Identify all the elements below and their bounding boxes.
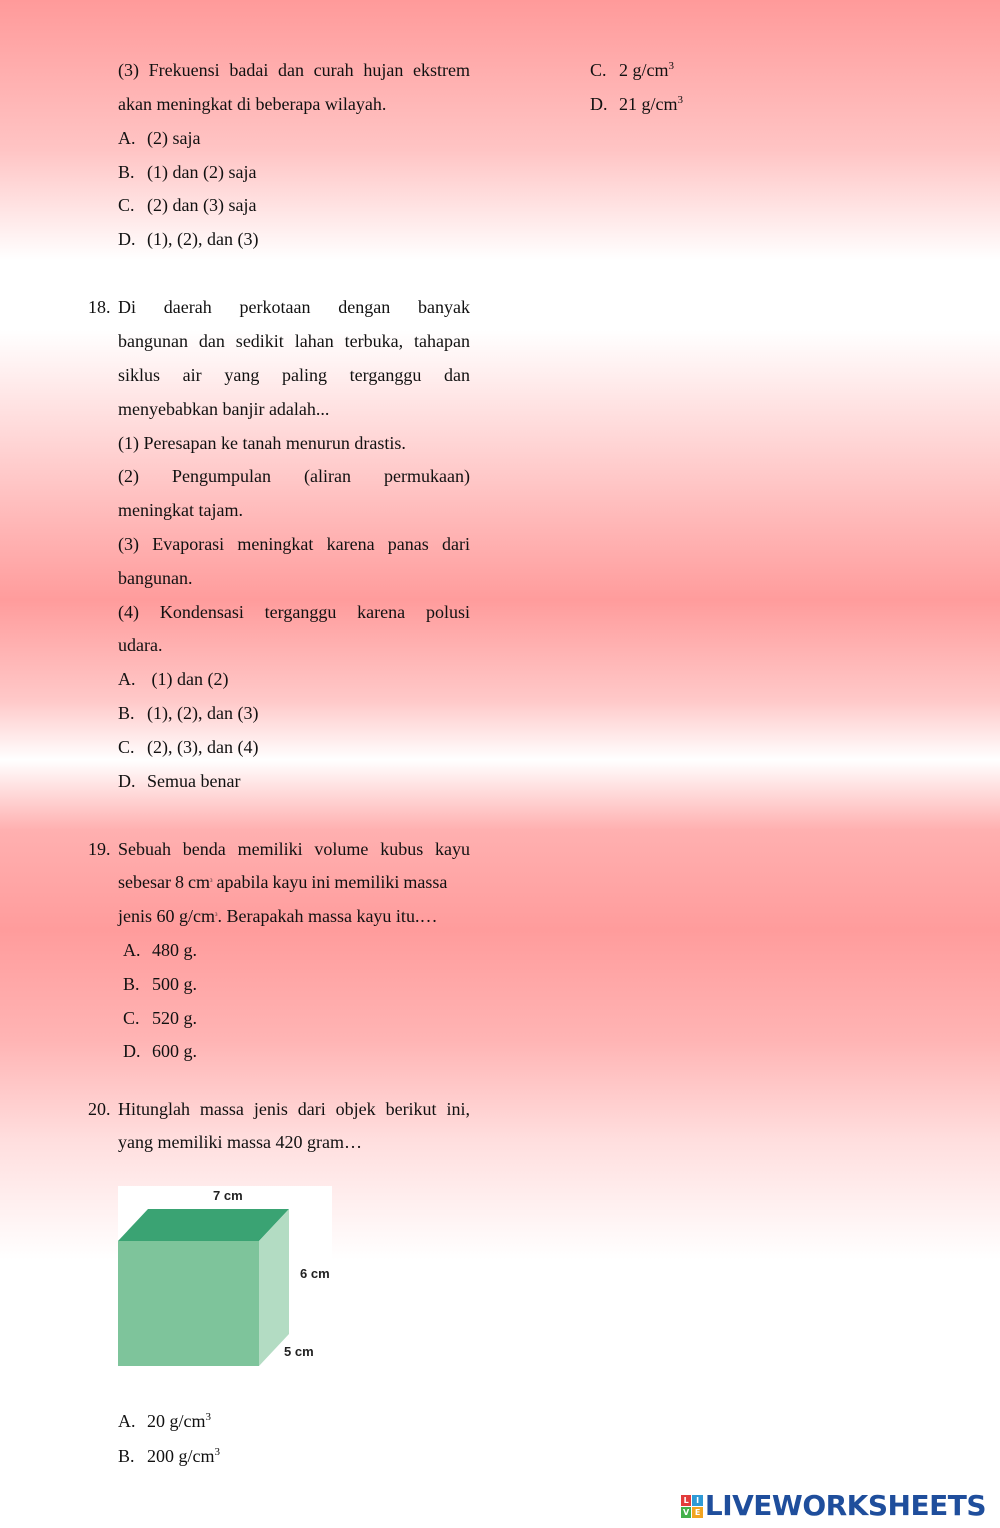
right-option-c[interactable]: C. 2 $g/cm^3$ bbox=[590, 60, 674, 80]
q17-option-c[interactable]: C. (2) dan (3) saja bbox=[118, 195, 257, 215]
liveworksheets-icon: L I V E bbox=[681, 1495, 703, 1517]
q19-option-d[interactable]: D. 600 g. bbox=[123, 1041, 197, 1061]
q18-statement: udara. bbox=[118, 635, 163, 655]
q18-option-d[interactable]: D. Semua benar bbox=[118, 771, 241, 791]
q19-stem-line: sebesar 8 $cm^3$ apabila kayu ini memiliki massa bbox=[118, 872, 448, 892]
right-option-d[interactable]: D. 21 $g/cm^3$ bbox=[590, 94, 683, 114]
q19-stem-line: Sebuah benda memiliki volume kubus kayu bbox=[118, 839, 470, 859]
q18-number: 18. bbox=[88, 297, 111, 317]
q18-statement: meningkat tajam. bbox=[118, 500, 243, 520]
liveworksheets-wordmark: LIVEWORKSHEETS bbox=[704, 1489, 986, 1522]
q18-option-a[interactable]: A. (1) dan (2) bbox=[118, 669, 229, 689]
liveworksheets-logo bbox=[681, 1489, 986, 1522]
label-5cm: 5 cm bbox=[284, 1344, 314, 1359]
q20-stem-line: Hitunglah massa jenis dari objek berikut ini, bbox=[118, 1099, 470, 1119]
box-front-face bbox=[118, 1241, 259, 1366]
label-7cm: 7 cm bbox=[213, 1188, 243, 1203]
q18-statement: bangunan. bbox=[118, 568, 193, 588]
q18-stem-line: Di daerah perkotaan dengan banyak bbox=[118, 297, 470, 317]
q18-statement: (1) Peresapan ke tanah menurun drastis. bbox=[118, 433, 406, 453]
q20-number: 20. bbox=[88, 1099, 111, 1119]
q18-statement: (2) Pengumpulan (aliran permukaan) bbox=[118, 466, 470, 486]
q20-box-figure bbox=[118, 1186, 332, 1374]
q18-stem-line: siklus air yang paling terganggu dan bbox=[118, 365, 470, 385]
q17-option-a[interactable]: A. (2) saja bbox=[118, 128, 201, 148]
q18-statement: (3) Evaporasi meningkat karena panas dari bbox=[118, 534, 470, 554]
q20-option-b[interactable]: B. 200 $g/cm^3$ bbox=[118, 1446, 220, 1466]
q18-option-b[interactable]: B. (1), (2), dan (3) bbox=[118, 703, 259, 723]
box-top-face bbox=[118, 1209, 289, 1241]
q17-statement-3-line1: (3) Frekuensi badai dan curah hujan ekstrem bbox=[118, 60, 470, 80]
q17-option-d[interactable]: D. (1), (2), dan (3) bbox=[118, 229, 259, 249]
q17-statement-3-line2: akan meningkat di beberapa wilayah. bbox=[118, 94, 387, 114]
q17-option-b[interactable]: B. (1) dan (2) saja bbox=[118, 162, 257, 182]
q18-option-c[interactable]: C. (2), (3), dan (4) bbox=[118, 737, 259, 757]
q20-stem-line: yang memiliki massa 420 gram… bbox=[118, 1132, 362, 1152]
q19-stem-line: jenis 60 $g/cm^3$. Berapakah massa kayu itu.… bbox=[118, 906, 438, 926]
q19-number: 19. bbox=[88, 839, 111, 859]
q18-stem-line: menyebabkan banjir adalah... bbox=[118, 399, 330, 419]
q18-stem-line: bangunan dan sedikit lahan terbuka, tahapan bbox=[118, 331, 470, 351]
label-6cm: 6 cm bbox=[300, 1266, 330, 1281]
q20-option-a[interactable]: A. 20 $g/cm^3$ bbox=[118, 1411, 211, 1431]
q19-option-b[interactable]: B. 500 g. bbox=[123, 974, 197, 994]
q19-option-c[interactable]: C. 520 g. bbox=[123, 1008, 197, 1028]
q19-option-a[interactable]: A. 480 g. bbox=[123, 940, 197, 960]
q18-statement: (4) Kondensasi terganggu karena polusi bbox=[118, 602, 470, 622]
